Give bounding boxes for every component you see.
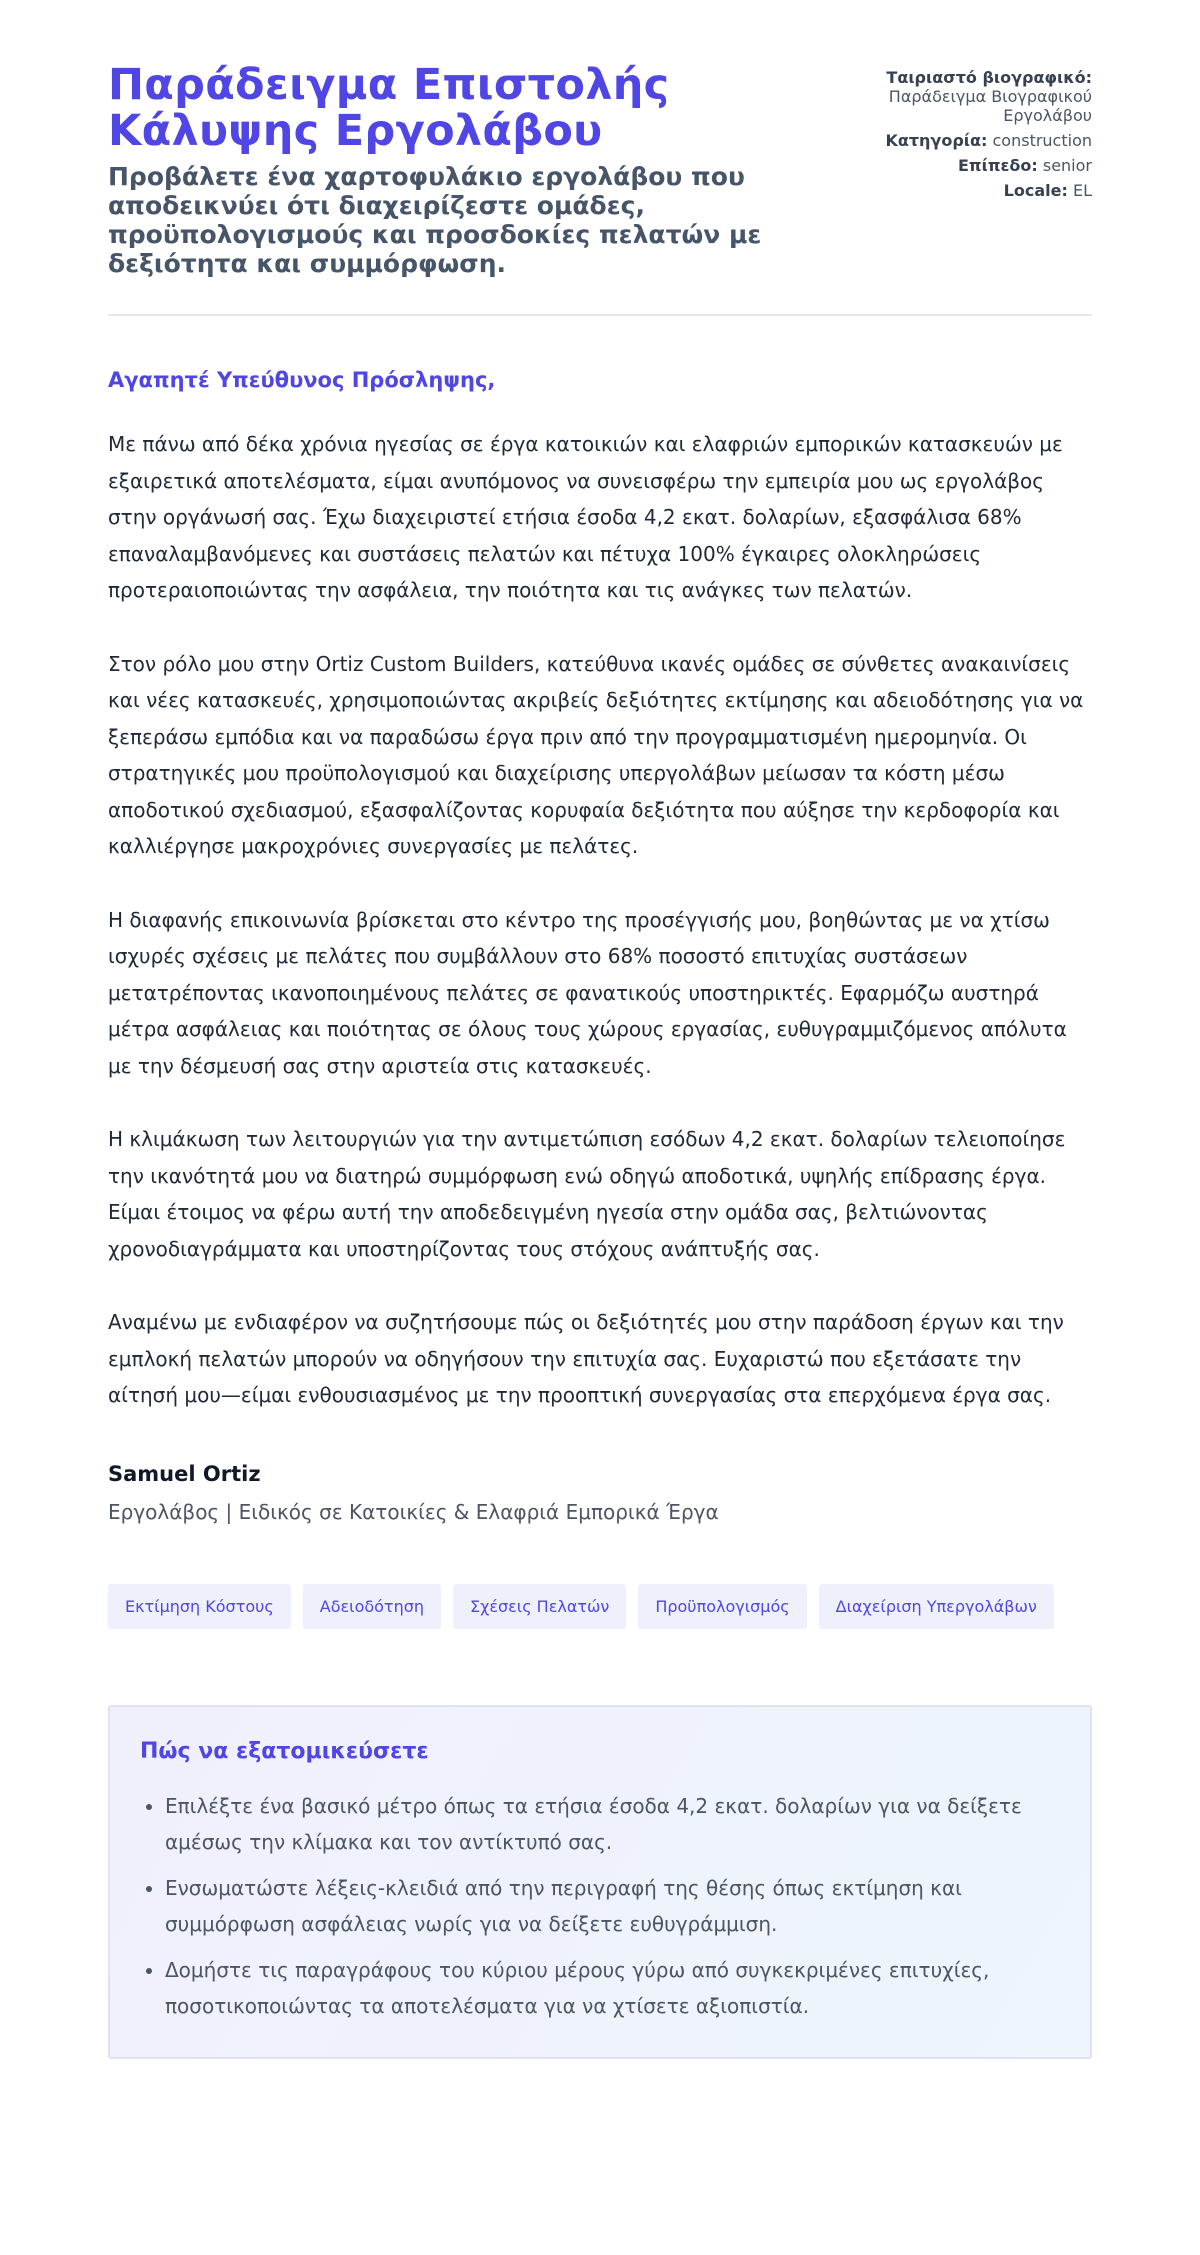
letter-paragraph: Με πάνω από δέκα χρόνια ηγεσίας σε έργα κατοικιών και ελαφριών εμπορικών κατασκευών με εξαιρετικά αποτελέσματα, είμαι ανυπόμονος να συνεισφέρω την εμπειρία μου ως εργολάβος στην οργάνωσή σας. Έχω διαχειριστεί ετήσια έσοδα 4,2 εκατ. δολαρίων, εξασφάλισα 68% επαναλαμβανόμενες και συστάσεις πελατών και πέτυχα 100% έγκαιρες ολοκληρώσεις προτεραιοποιώντας την ασφάλεια, την ποιότητα και τις ανάγκες των πελατών.: [108, 432, 1063, 602]
meta-resume-label: Ταιριαστό βιογραφικό:: [886, 68, 1092, 87]
meta-category-value: construction: [992, 131, 1092, 150]
tips-list-item: • Ενσωματώστε λέξεις-κλειδιά από την περιγραφή της θέσης όπως εκτίμηση και συμμόρφωση ασφάλειας νωρίς για να δείξετε ευθυγράμμιση.: [165, 1870, 1060, 1942]
meta-resume: [882, 68, 1092, 125]
skill-tag-budgeting[interactable]: Προϋπολογισμός: [638, 1584, 806, 1629]
customization-tips-box: [108, 1705, 1092, 2059]
letter-section: [108, 368, 1092, 1524]
skill-tag-subcontractor-management[interactable]: Διαχείριση Υπεργολάβων: [819, 1584, 1054, 1629]
letter-paragraph: Αναμένω με ενδιαφέρον να συζητήσουμε πώς οι δεξιότητές μου στην παράδοση έργων και την εμπλοκή πελατών μπορούν να οδηγήσουν την επιτυχία σας. Ευχαριστώ που εξετάσατε την αίτησή μου—είμαι ενθουσιασμένος με την προοπτική συνεργασίας στα επερχόμενα έργα σας.: [108, 1310, 1064, 1407]
skill-tag-cost-estimation[interactable]: Εκτίμηση Κόστους: [108, 1584, 291, 1629]
letter-greeting: Αγαπητέ Υπεύθυνος Πρόσληψης,: [108, 368, 496, 392]
meta-level-value: senior: [1042, 156, 1092, 175]
meta-category: [882, 131, 1092, 150]
skill-tag-permitting[interactable]: Αδειοδότηση: [303, 1584, 441, 1629]
tips-list-item: • Επιλέξτε ένα βασικό μέτρο όπως τα ετήσια έσοδα 4,2 εκατ. δολαρίων για να δείξετε αμέσως την κλίμακα και τον αντίκτυπό σας.: [165, 1788, 1060, 1860]
meta-level: [882, 156, 1092, 175]
meta-category-label: Κατηγορία:: [885, 131, 988, 150]
tips-list: [140, 1788, 1060, 2024]
tips-list-item: • Δομήστε τις παραγράφους του κύριου μέρους γύρω από συγκεκριμένες επιτυχίες, ποσοτικοποιώντας τα αποτελέσματα για να χτίσετε αξιοπιστία.: [165, 1952, 1060, 2024]
meta-level-label: Επίπεδο:: [958, 156, 1038, 175]
signature-name: Samuel Ortiz: [108, 1461, 261, 1486]
skill-tag-client-relations[interactable]: Σχέσεις Πελατών: [453, 1584, 626, 1629]
signature-title: Εργολάβος | Ειδικός σε Κατοικίες & Ελαφριά Εμπορικά Έργα: [108, 1499, 719, 1524]
page-title: Παράδειγμα Επιστολής Κάλυψης Εργολάβου: [108, 60, 670, 156]
letter-body: [108, 426, 1092, 1414]
meta-panel: [882, 68, 1092, 206]
letter-paragraph: Η διαφανής επικοινωνία βρίσκεται στο κέντρο της προσέγγισής μου, βοηθώντας με να χτίσω ισχυρές σχέσεις με πελάτες που συμβάλλουν στο 68% ποσοστό επιτυχίας συστάσεων μετατρέποντας ικανοποιημένους πελάτες σε φανατικούς υποστηρικτές. Εφαρμόζω αυστηρά μέτρα ασφάλειας και ποιότητας σε όλους τους χώρους εργασίας, ευθυγραμμιζόμενος απόλυτα με την δέσμευσή σας στην αριστεία στις κατασκευές.: [108, 907, 1067, 1078]
letter-paragraph: Στον ρόλο μου στην Ortiz Custom Builders, κατεύθυνα ικανές ομάδες σε σύνθετες ανακαινίσεις και νέες κατασκευές, χρησιμοποιώντας ακριβείς δεξιότητες εκτίμησης και αδειοδότησης για να ξεπεράσω εμπόδια και να παραδώσω έργα πριν από την προγραμματισμένη ημερομηνία. Οι στρατηγικές μου προϋπολογισμού και διαχείρισης υπεργολάβων μείωσαν τα κόστη μέσω αποδοτικού σχεδιασμού, εξασφαλίζοντας κορυφαία δεξιότητα που αύξησε την κερδοφορία και καλλιέργησε μακροχρόνιες συνεργασίες με πελάτες.: [108, 651, 1084, 858]
meta-locale: [882, 181, 1092, 200]
page-subtitle: Προβάλετε ένα χαρτοφυλάκιο εργολάβου που αποδεικνύει ότι διαχειρίζεστε ομάδες, προϋπολογισμούς και προσδοκίες πελατών με δεξιότητα και συμμόρφωση.: [108, 162, 762, 278]
signature-block: [108, 1462, 1092, 1524]
meta-locale-value: EL: [1072, 181, 1092, 200]
skill-tags: [108, 1584, 1092, 1629]
meta-locale-label: Locale:: [1003, 181, 1068, 200]
letter-paragraph: Η κλιμάκωση των λειτουργιών για την αντιμετώπιση εσόδων 4,2 εκατ. δολαρίων τελειοποίησε την ικανότητά μου να διατηρώ συμμόρφωση ενώ οδηγώ αποδοτικά, υψηλής επίδρασης έργα. Είμαι έτοιμος να φέρω αυτή την αποδεδειγμένη ηγεσία στην ομάδα σας, βελτιώνοντας χρονοδιαγράμματα και υποστηρίζοντας τους στόχους ανάπτυξής σας.: [108, 1127, 1066, 1261]
page-header: [108, 0, 1092, 316]
meta-resume-link[interactable]: Παράδειγμα Βιογραφικού Εργολάβου: [888, 87, 1092, 125]
tips-title: Πώς να εξατομικεύσετε: [140, 1738, 429, 1764]
